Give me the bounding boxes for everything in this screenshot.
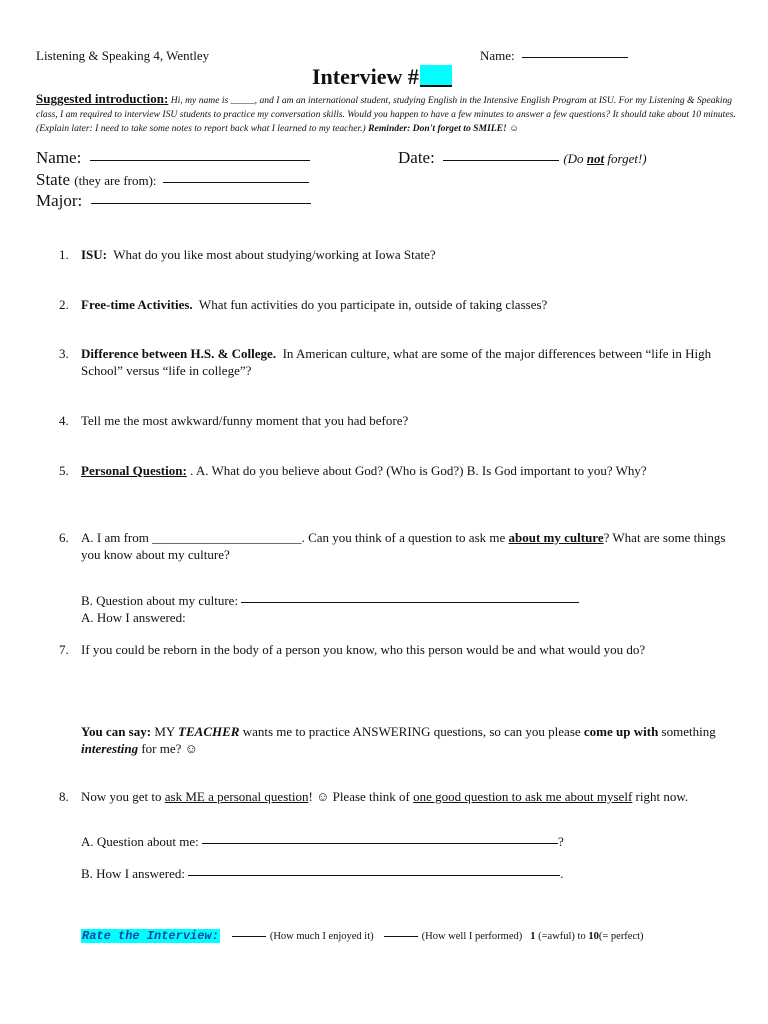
question-text-a: A. I am from _______________________. Can you think of a question to ask me (81, 530, 509, 545)
intro-lead: Suggested introduction: (36, 91, 169, 106)
field-date-line[interactable] (443, 159, 559, 161)
question-text: If you could be reborn in the body of a person you know, who this person would be and what would you do? (81, 642, 646, 657)
q6-answer-label: A. How I answered: (81, 610, 186, 625)
you-can-say-interesting: interesting (81, 741, 139, 756)
q6-answer (81, 609, 186, 626)
date-note-2: forget!) (604, 151, 647, 166)
question-number: 2. (59, 297, 69, 312)
name-header (480, 48, 628, 64)
field-major-line[interactable] (91, 202, 311, 204)
question-underlined-2: one good question to ask me about myself (413, 789, 633, 804)
field-name (36, 148, 310, 168)
name-header-line[interactable] (522, 56, 628, 58)
question-number: 6. (59, 530, 69, 545)
rate-enjoy-text: (How much I enjoyed it) (269, 931, 374, 942)
field-name-label: Name: (36, 148, 82, 167)
rate-perform-text: (How well I performed) (421, 931, 523, 942)
rate-perform-line[interactable] (384, 935, 418, 937)
question-text-b: ? What are some things you know about my culture? (81, 530, 726, 562)
field-name-line[interactable] (90, 159, 310, 161)
field-date-label: Date: (398, 148, 435, 167)
you-can-say-t4: for me? ☺ (138, 741, 198, 756)
question-text: . A. What do you believe about God? (Who is God?) B. Is God important to you? Why? (186, 463, 647, 478)
question-number: 7. (59, 642, 69, 657)
question-number: 5. (59, 463, 69, 478)
field-state (36, 170, 309, 190)
rate-scale-min: 1 (530, 931, 536, 942)
rate-scale-max-text: (= perfect) (598, 931, 644, 942)
rate-enjoy-line[interactable] (232, 935, 266, 937)
intro-text: Hi, my name is _____, and I am an international student, studying English in the Intensive English Program at ISU. For my Listening & Speaking class, I am required to interview ISU students to practice my conversation skills. Would you happen to have a few minutes to answer a few questions? It should take about 10 minutes. (Explain later: I need to take some notes to report back what I learned to my teacher.) (36, 95, 736, 134)
q8-question-label: A. Question about me: (81, 834, 199, 849)
page-title-text: Interview # (312, 64, 419, 89)
rate-interview-label: Rate the Interview: (82, 929, 219, 943)
q8-question-about-me (81, 833, 564, 850)
suggested-introduction (36, 92, 744, 136)
course-title: Listening & Speaking 4, Wentley (36, 48, 210, 63)
rate-interview (81, 926, 644, 944)
question-topic: Free-time Activities. (81, 297, 193, 312)
question-topic: Difference between H.S. & College. (81, 346, 277, 361)
question-text: In American culture, what are some of the major differences between “life in High School” versus “life in college”? (81, 346, 712, 378)
question-text: What do you like most about studying/working at Iowa State? (113, 247, 436, 262)
you-can-say-t3: something (658, 724, 716, 739)
q8-how-answered (81, 865, 563, 882)
rate-scale (530, 931, 643, 942)
q8-question-line[interactable] (202, 842, 558, 844)
question-text-a: Now you get to (81, 789, 165, 804)
q6-culture-line[interactable] (241, 601, 579, 603)
question-topic: Personal Question: (81, 463, 187, 478)
question-number: 1. (59, 247, 69, 262)
field-state-label: State (36, 170, 70, 189)
question-text: What fun activities do you participate in, outside of taking classes? (198, 297, 548, 312)
you-can-say-t1: MY (151, 724, 179, 739)
field-major (36, 191, 311, 211)
intro-reminder: Reminder: Don't forget to SMILE! ☺ (368, 123, 519, 134)
question-number: 8. (59, 789, 69, 804)
q8-answer-line[interactable] (188, 874, 560, 876)
you-can-say-come-up: come up with (583, 724, 659, 739)
question-number: 4. (59, 413, 69, 428)
field-major-label: Major: (36, 191, 83, 210)
question-underlined-1: ask ME a personal question (164, 789, 309, 804)
q8-question-end: ? (557, 834, 564, 849)
name-header-label: Name: (480, 48, 515, 63)
question-number: 3. (59, 346, 69, 361)
field-date (398, 148, 647, 168)
question-topic: ISU: (81, 247, 108, 262)
question-text-c: right now. (632, 789, 689, 804)
page-title (312, 64, 452, 90)
you-can-say-teacher: TEACHER (178, 724, 240, 739)
rate-scale-min-text: (=awful) to (535, 931, 589, 942)
q6-culture-label: B. Question about my culture: (81, 593, 239, 608)
rate-scale-max: 10 (588, 931, 599, 942)
q6-culture-question (81, 592, 579, 609)
question-text: Tell me the most awkward/funny moment that you had before? (81, 413, 409, 428)
interview-number-field[interactable] (420, 65, 452, 87)
you-can-say (81, 723, 731, 757)
date-note-bold: not (586, 151, 605, 166)
you-can-say-t2: wants me to practice ANSWERING questions, so can you please (239, 724, 584, 739)
q8-answer-end: . (560, 866, 564, 881)
q8-answer-label: B. How I answered: (81, 866, 185, 881)
you-can-say-lead: You can say: (81, 724, 152, 739)
date-note-1: (Do (563, 151, 587, 166)
question-text-b: ! ☺ Please think of (308, 789, 414, 804)
field-state-line[interactable] (163, 181, 309, 183)
question-underlined: about my culture (508, 530, 604, 545)
field-state-note: (they are from): (74, 173, 157, 188)
date-note (563, 151, 646, 166)
